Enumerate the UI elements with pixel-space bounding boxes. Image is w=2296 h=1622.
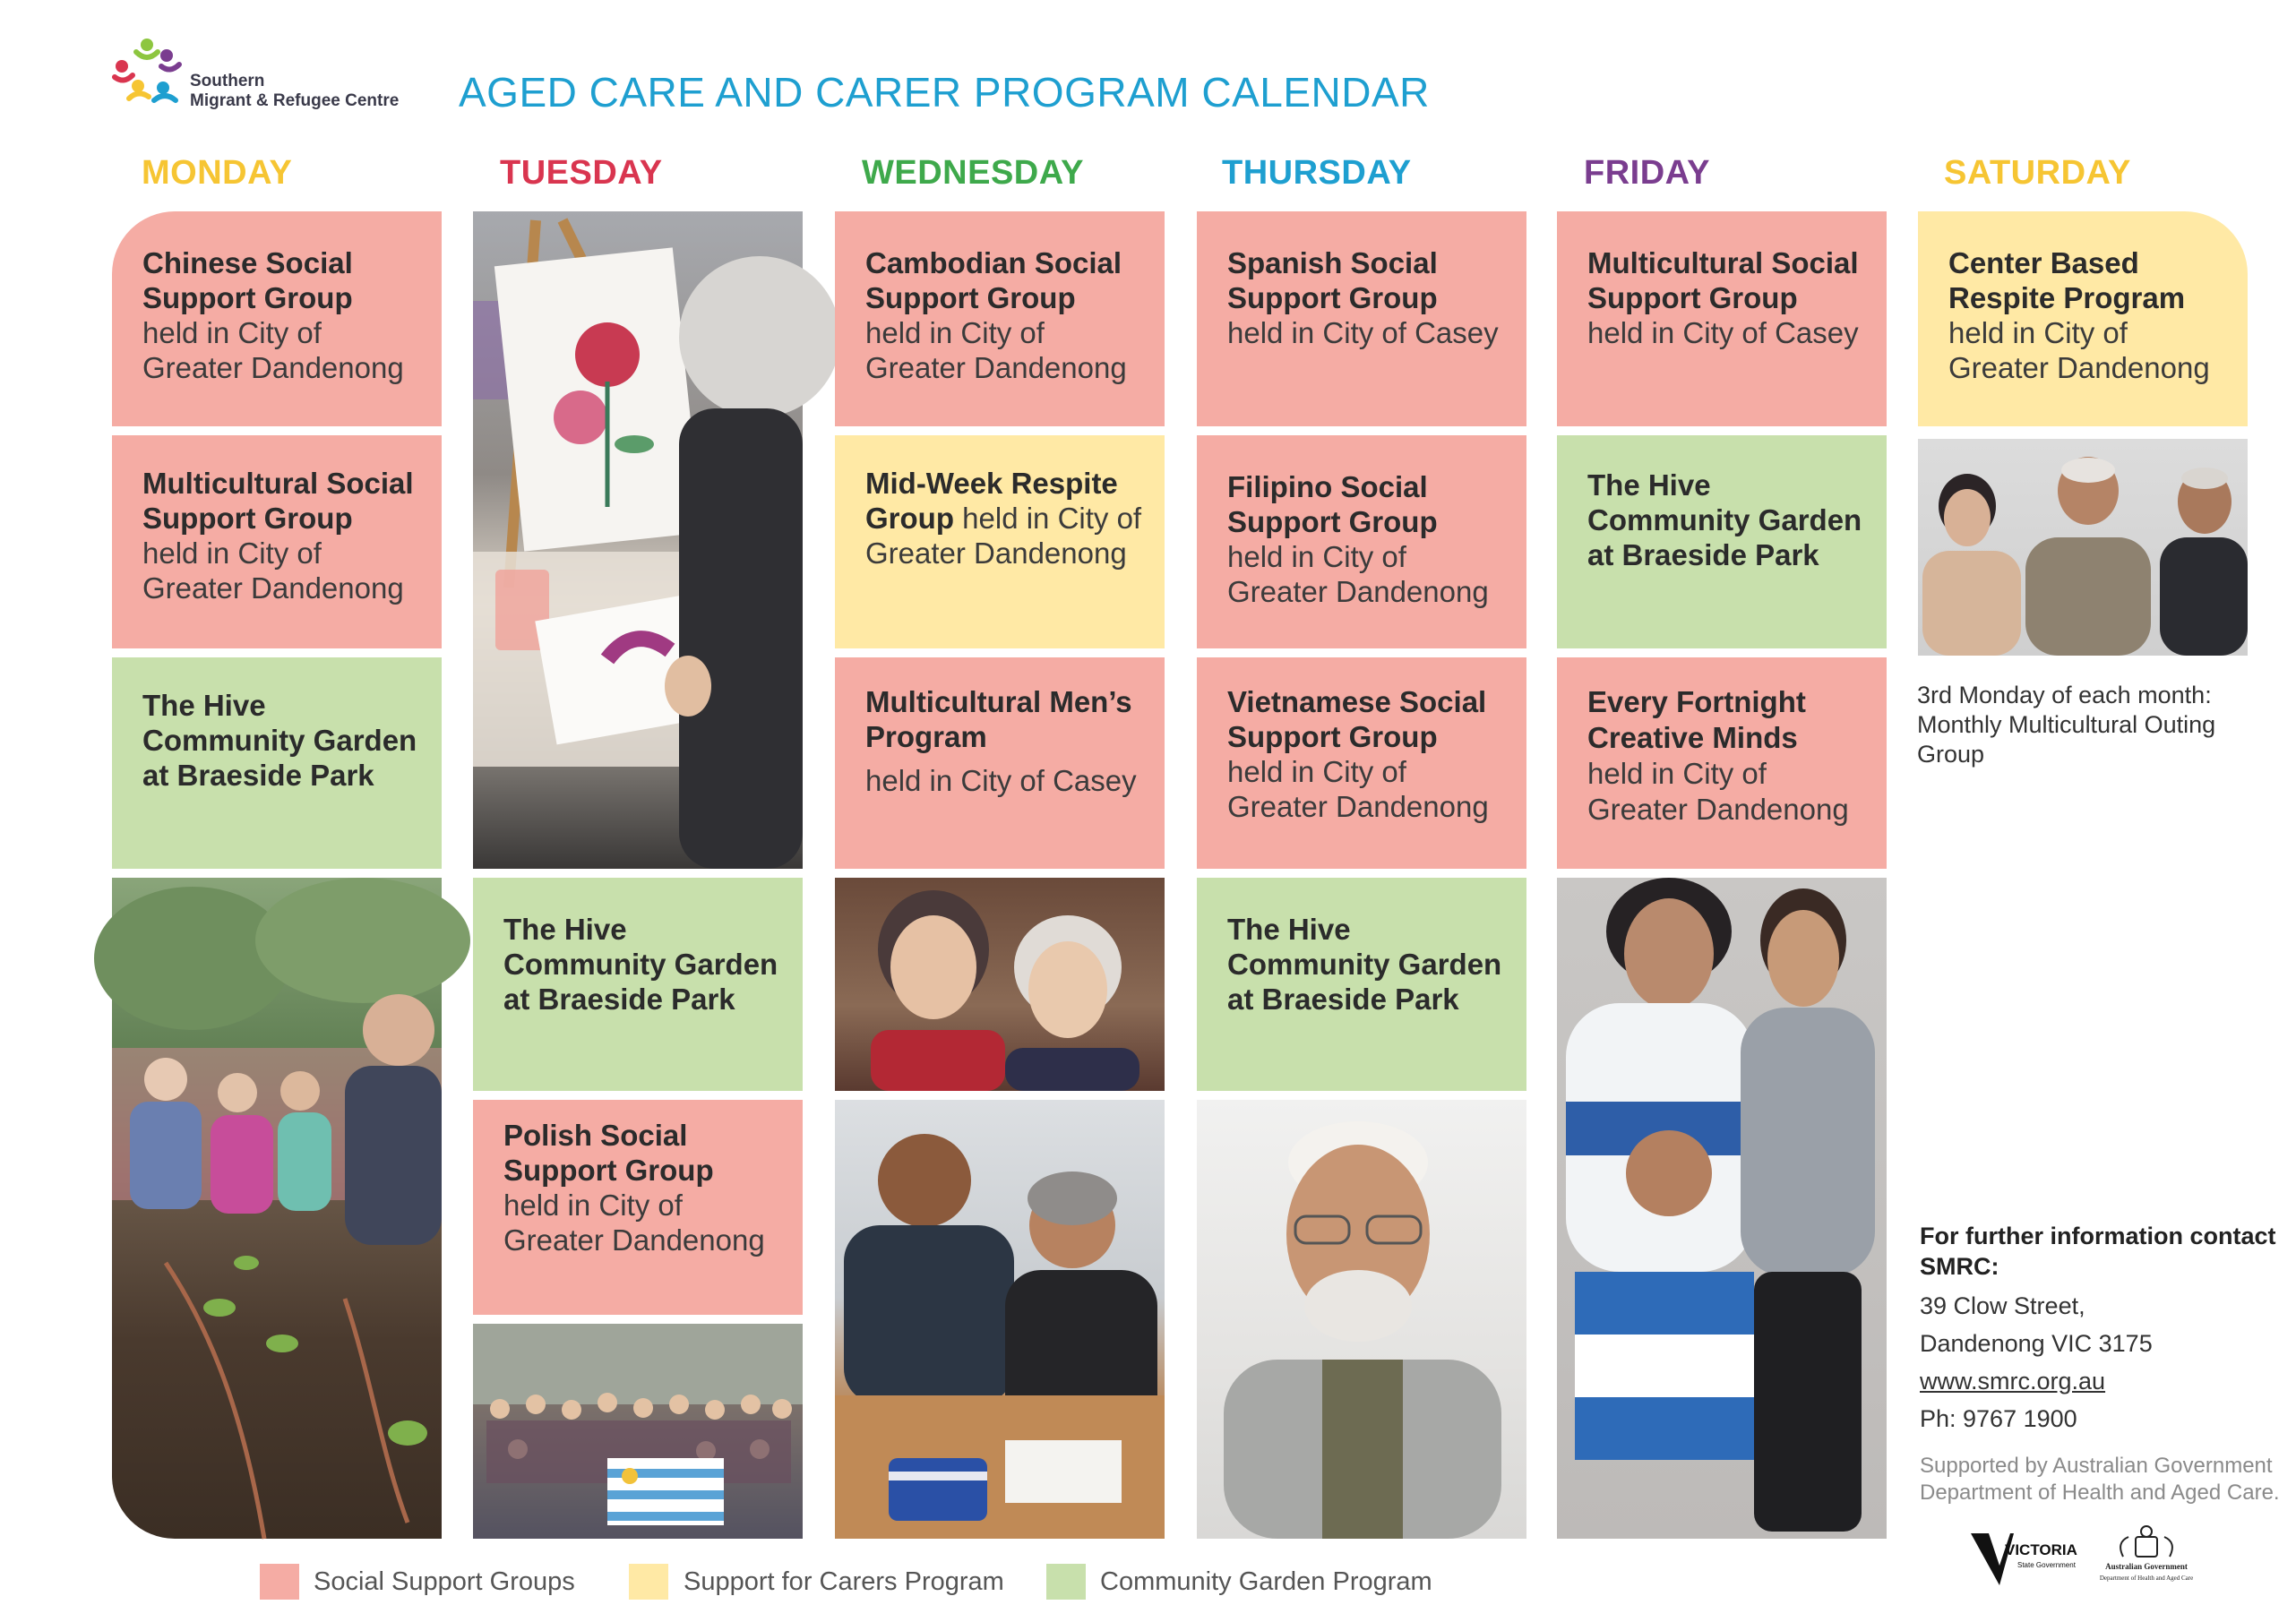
legend-swatch-social-support [260, 1564, 299, 1600]
legend-label-social-support: Social Support Groups [314, 1567, 575, 1596]
smrc-logo-icon [109, 36, 185, 107]
program-card-cambodian-social-support: Cambodian Social Support Group held in City of Greater Dandenong [835, 211, 1165, 426]
program-card-chinese-social-support: Chinese Social Support Group held in City of Greater Dandenong [112, 211, 442, 426]
organisation-name: Southern Migrant & Refugee Centre [190, 72, 400, 110]
coat-of-arms-icon [2099, 1523, 2194, 1592]
day-header-tuesday: TUESDAY [500, 154, 663, 192]
painting-scene-illustration [473, 211, 803, 869]
photo-community-garden-planting [112, 878, 442, 1539]
contact-heading: For further information contact SMRC: [1920, 1223, 2276, 1280]
mens-program-illustration [835, 1100, 1165, 1539]
contact-phone: Ph: 9767 1900 [1920, 1405, 2077, 1432]
day-header-saturday: SATURDAY [1944, 154, 2131, 192]
website-link[interactable]: www.smrc.org.au [1920, 1368, 2106, 1395]
outing-group-illustration [1918, 439, 2248, 656]
group-photo-illustration [473, 1324, 803, 1539]
contact-info [1920, 1221, 2287, 1437]
victoria-government-logo [1969, 1530, 2077, 1589]
program-card-filipino-social-support: Filipino Social Support Group held in City of Greater Dandenong [1197, 435, 1526, 648]
photo-outing-group [1918, 439, 2248, 656]
svg-text:Australian Government: Australian Government [2105, 1562, 2188, 1571]
program-card-multicultural-social-support-fri: Multicultural Social Support Group held in City of Casey [1557, 211, 1887, 426]
program-card-multicultural-mens: Multicultural Men’s Program held in City of Casey [835, 657, 1165, 869]
photo-watercolour-painting [473, 211, 803, 869]
funding-acknowledgement: Supported by Australian Government Department of Health and Aged Care. [1920, 1454, 2280, 1505]
program-card-creative-minds: Every Fortnight Creative Minds held in City of Greater Dandenong [1557, 657, 1887, 869]
program-card-center-based-respite: Center Based Respite Program held in City of Greater Dandenong [1918, 211, 2248, 426]
day-header-wednesday: WEDNESDAY [862, 154, 1085, 192]
photo-mens-program [835, 1100, 1165, 1539]
program-card-spanish-social-support: Spanish Social Support Group held in City of Casey [1197, 211, 1526, 426]
day-header-monday: MONDAY [142, 154, 293, 192]
legend-label-garden: Community Garden Program [1100, 1567, 1432, 1596]
program-card-polish-social-support: Polish Social Support Group held in City of Greater Dandenong [473, 1100, 803, 1315]
program-card-hive-garden-thu: The Hive Community Garden at Braeside Park [1197, 878, 1526, 1091]
svg-text:Department of Health and Aged: Department of Health and Aged Care [2099, 1575, 2194, 1582]
photo-two-women [1557, 878, 1887, 1539]
elderly-man-illustration [1197, 1100, 1526, 1539]
legend-swatch-garden [1046, 1564, 1086, 1600]
program-card-hive-garden-fri: The Hive Community Garden at Braeside Park [1557, 435, 1887, 648]
day-header-thursday: THURSDAY [1222, 154, 1412, 192]
page-title: AGED CARE AND CARER PROGRAM CALENDAR [459, 69, 1430, 116]
saturday-outing-note: 3rd Monday of each month: Monthly Multicultural Outing Group [1917, 682, 2216, 768]
program-card-mid-week-respite: Mid-Week Respite Group held in City of Greater Dandenong [835, 435, 1165, 648]
legend-label-carers: Support for Carers Program [684, 1567, 1004, 1596]
program-card-hive-garden-tue: The Hive Community Garden at Braeside Park [473, 878, 803, 1091]
victoria-logo-icon [1969, 1530, 2077, 1589]
australian-government-logo [2099, 1523, 2194, 1592]
day-header-friday: FRIDAY [1584, 154, 1710, 192]
two-women-illustration [1557, 878, 1887, 1539]
svg-text:State Government: State Government [2017, 1561, 2076, 1569]
svg-text:VICTORIA: VICTORIA [2005, 1541, 2077, 1558]
program-card-hive-garden-mon: The Hive Community Garden at Braeside Park [112, 657, 442, 869]
contact-suburb: Dandenong VIC 3175 [1920, 1330, 2153, 1357]
program-card-multicultural-social-support-mon: Multicultural Social Support Group held in City of Greater Dandenong [112, 435, 442, 648]
legend-swatch-carers [629, 1564, 668, 1600]
portrait-illustration [835, 878, 1165, 1091]
photo-polish-group [473, 1324, 803, 1539]
program-card-vietnamese-social-support: Vietnamese Social Support Group held in City of Greater Dandenong [1197, 657, 1526, 869]
photo-elderly-man [1197, 1100, 1526, 1539]
photo-cambodian-women [835, 878, 1165, 1091]
garden-scene-illustration [112, 878, 442, 1539]
contact-street: 39 Clow Street, [1920, 1292, 2085, 1319]
